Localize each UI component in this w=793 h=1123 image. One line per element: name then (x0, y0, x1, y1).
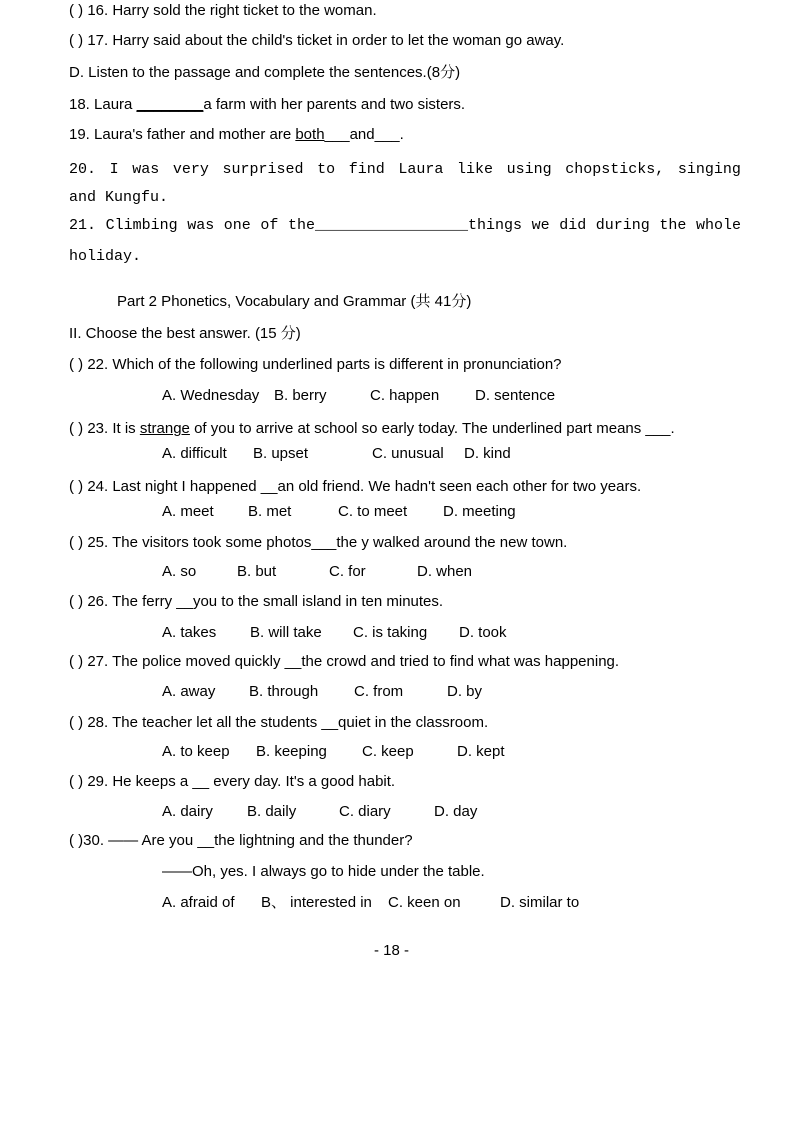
q21-word: we (531, 217, 550, 234)
question-29: ( ) 29. He keeps a __ every day. It's a good habit. (69, 773, 396, 790)
question-24: ( ) 24. Last night I happened __an old friend. We hadn't seen each other for two years. (69, 478, 642, 495)
question-21-line2: holiday. (69, 248, 142, 265)
question-20-line2: and Kungfu. (69, 189, 169, 206)
question-16: ( ) 16. Harry sold the right ticket to the woman. (69, 2, 377, 19)
question-23 (69, 420, 675, 438)
option-b: B. daily (247, 803, 297, 820)
question-19 (69, 126, 404, 144)
option-c: C. unusual (372, 445, 444, 462)
q18-post: a farm with her parents and two sisters. (203, 96, 466, 113)
question-27: ( ) 27. The police moved quickly __the crowd and tried to find what was happening. (69, 653, 620, 670)
option-b: B. through (249, 683, 319, 700)
option-d: D. took (459, 624, 507, 641)
question-18 (69, 96, 465, 114)
q23-underlined: strange (139, 420, 190, 437)
q23-pre: ( ) 23. It is (69, 420, 140, 437)
option-c: C. keep (362, 743, 414, 760)
option-c: C. to meet (338, 503, 408, 520)
q20-word: like (457, 161, 494, 178)
q20-word: to (317, 161, 336, 178)
q20-word: using (506, 161, 552, 178)
question-17: ( ) 17. Harry said about the child's ticket in order to let the woman go away. (69, 32, 565, 49)
option-a: A. meet (162, 503, 214, 520)
option-b: B. but (237, 563, 277, 580)
q21-word: the (659, 217, 687, 234)
option-c: C. from (354, 683, 404, 700)
q18-blank: ________ (136, 96, 204, 113)
question-20-line1 (69, 161, 741, 179)
option-d: D. when (417, 563, 473, 580)
question-30-reply: ——Oh, yes. I always go to hide under the table. (162, 863, 485, 880)
option-d: D. by (447, 683, 483, 700)
option-c: C. keen on (388, 894, 461, 911)
q21-word: 21. (69, 217, 97, 234)
q20-word: singing (677, 161, 741, 178)
q21-word: one (223, 217, 251, 234)
q19-pre: 19. Laura's father and mother are (69, 126, 296, 143)
q18-pre: 18. Laura (69, 96, 137, 113)
option-c: C. is taking (353, 624, 428, 641)
option-a: A. afraid of (162, 894, 235, 911)
q21-word: of (260, 217, 279, 234)
section-d-heading: D. Listen to the passage and complete the sentences.(8分) (69, 64, 461, 81)
option-a: A. Wednesday (162, 387, 260, 404)
option-a: A. takes (162, 624, 217, 641)
q19-mid: ___and___. (324, 126, 404, 143)
option-a: A. so (162, 563, 197, 580)
option-d: D. kind (464, 445, 511, 462)
option-b: B. will take (250, 624, 322, 641)
option-a: A. dairy (162, 803, 213, 820)
question-25: ( ) 25. The visitors took some photos___the y walked around the new town. (69, 534, 568, 551)
option-c: C. happen (370, 387, 440, 404)
option-b: B. keeping (256, 743, 327, 760)
q21-word: did (559, 217, 587, 234)
q20-word: I (109, 161, 119, 178)
option-d: D. meeting (443, 503, 516, 520)
question-28: ( ) 28. The teacher let all the students __quiet in the classroom. (69, 714, 489, 731)
q19-underlined: both (295, 126, 325, 143)
q20-word: 20. (69, 161, 97, 178)
option-b: B. met (248, 503, 292, 520)
option-a: A. difficult (162, 445, 227, 462)
q21-word: during (595, 217, 650, 234)
option-b: B. upset (253, 445, 309, 462)
page-number: - 18 - (373, 942, 409, 959)
section-ii-heading: II. Choose the best answer. (15 分) (69, 325, 301, 342)
q23-post: of you to arrive at school so early today. The underlined part means ___. (189, 420, 675, 437)
option-c: C. diary (339, 803, 391, 820)
option-d: D. similar to (500, 894, 580, 911)
q20-word: find (348, 161, 385, 178)
option-b: B. berry (274, 387, 327, 404)
q20-word: very (172, 161, 209, 178)
q20-word: surprised (222, 161, 304, 178)
q21-word: was (187, 217, 215, 234)
option-a: A. away (162, 683, 216, 700)
question-30: ( )30. —— Are you __the lightning and the thunder? (69, 832, 413, 849)
question-21-line1 (69, 217, 741, 235)
option-c: C. for (329, 563, 366, 580)
option-b: B、 interested in (261, 894, 372, 911)
part-2-title: Part 2 Phonetics, Vocabulary and Grammar (共 41分) (117, 293, 472, 310)
q21-word: Climbing (105, 217, 178, 234)
q20-word: chopsticks, (565, 161, 665, 178)
option-d: D. day (434, 803, 478, 820)
question-26: ( ) 26. The ferry __you to the small island in ten minutes. (69, 593, 444, 610)
question-22: ( ) 22. Which of the following underlined parts is different in pronunciation? (69, 356, 562, 373)
q21-word: whole (695, 217, 741, 234)
q20-word: Laura (398, 161, 444, 178)
option-d: D. sentence (475, 387, 556, 404)
q21-word: the_________________things (287, 217, 523, 234)
option-d: D. kept (457, 743, 505, 760)
option-a: A. to keep (162, 743, 230, 760)
q20-word: was (132, 161, 160, 178)
